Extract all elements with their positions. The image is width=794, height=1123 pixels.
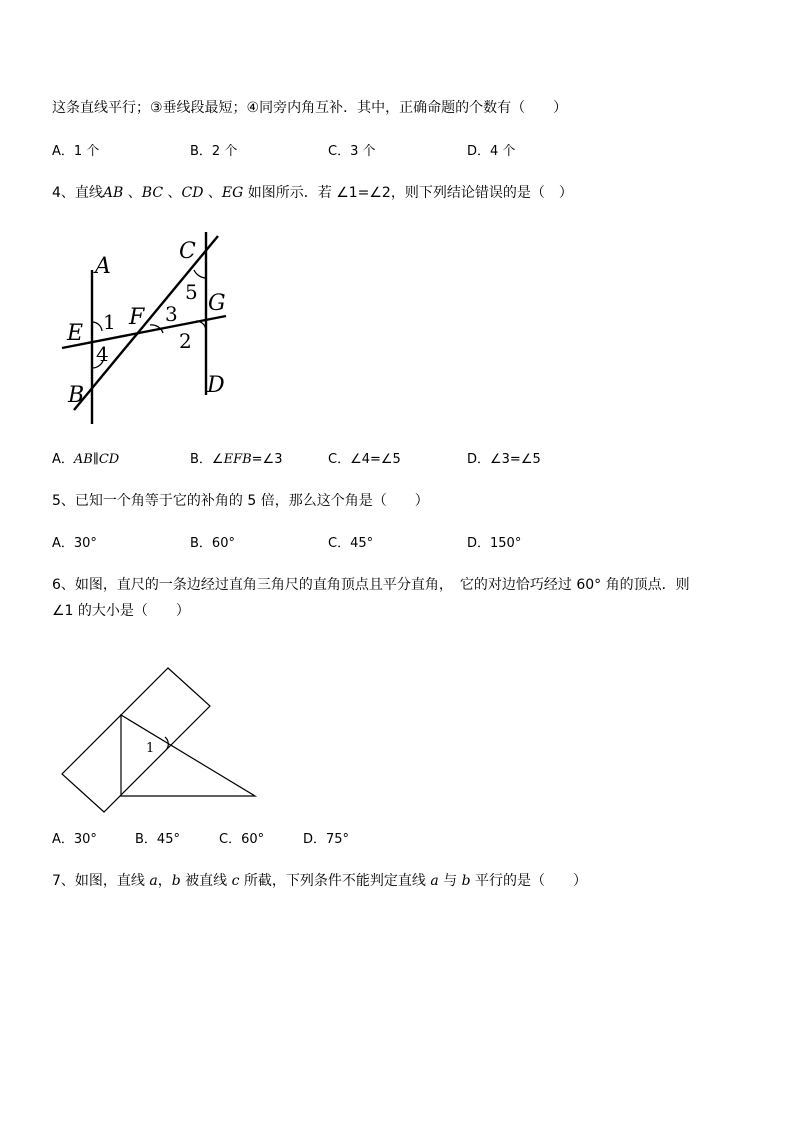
label-a: A	[95, 254, 111, 279]
q5-option-b: B．60°	[190, 536, 235, 551]
q6-angle-label: 1	[146, 741, 155, 756]
q5-option-c: C．45°	[328, 536, 374, 551]
q3-option-a: A．1 个	[52, 144, 100, 159]
q6-option-d: D．75°	[303, 832, 350, 847]
q4-option-c: C．∠4=∠5	[328, 452, 401, 467]
label-e: E	[67, 321, 84, 346]
label-c: C	[179, 239, 196, 264]
ruler	[62, 668, 210, 812]
angle-label-4: 4	[96, 342, 109, 366]
q3-option-b: B．2 个	[190, 144, 238, 159]
q3-stem-continuation: 这条直线平行；③垂线段最短；④同旁内角互补．其中，正确命题的个数有（ ）	[52, 100, 568, 116]
q4-option-d: D．∠3=∠5	[467, 452, 541, 467]
label-f: F	[129, 305, 145, 330]
q5-option-d: D．150°	[467, 536, 522, 551]
angle-label-2: 2	[179, 329, 192, 353]
angle-label-3: 3	[165, 302, 178, 326]
q3-option-c: C．3 个	[328, 144, 376, 159]
angle-1-arc	[92, 322, 102, 331]
q4-option-b: B．∠EFB=∠3	[190, 452, 283, 467]
q6-option-b: B．45°	[135, 832, 180, 847]
angle-label-5: 5	[185, 280, 198, 304]
angle-5-arc	[194, 270, 206, 278]
q4-option-a: A．AB∥CD	[52, 452, 120, 467]
q4-stem: 4、直线AB 、BC 、CD 、EG 如图所示．若 ∠1=∠2，则下列结论错误的是（ ）	[52, 185, 573, 201]
label-g: G	[208, 291, 226, 316]
angle-1-arc-q6	[165, 737, 168, 750]
label-b: B	[68, 383, 85, 408]
q7-stem: 7、如图，直线 a，b 被直线 c 所截，下列条件不能判定直线 a 与 b 平行的是（ ）	[52, 873, 588, 889]
q6-option-c: C．60°	[219, 832, 265, 847]
q6-option-a: A．30°	[52, 832, 97, 847]
q6-stem-line2: ∠1 的大小是（ ）	[52, 603, 190, 619]
label-d: D	[207, 373, 225, 398]
triangle	[121, 715, 255, 796]
q6-stem-line1: 6、如图，直尺的一条边经过直角三角尺的直角顶点且平分直角， 它的对边恰巧经过 60° 角的顶点．则	[52, 577, 690, 593]
angle-label-1: 1	[103, 310, 116, 334]
q3-option-d: D．4 个	[467, 144, 516, 159]
q5-stem: 5、已知一个角等于它的补角的 5 倍，那么这个角是（ ）	[52, 493, 429, 509]
q5-option-a: A．30°	[52, 536, 97, 551]
